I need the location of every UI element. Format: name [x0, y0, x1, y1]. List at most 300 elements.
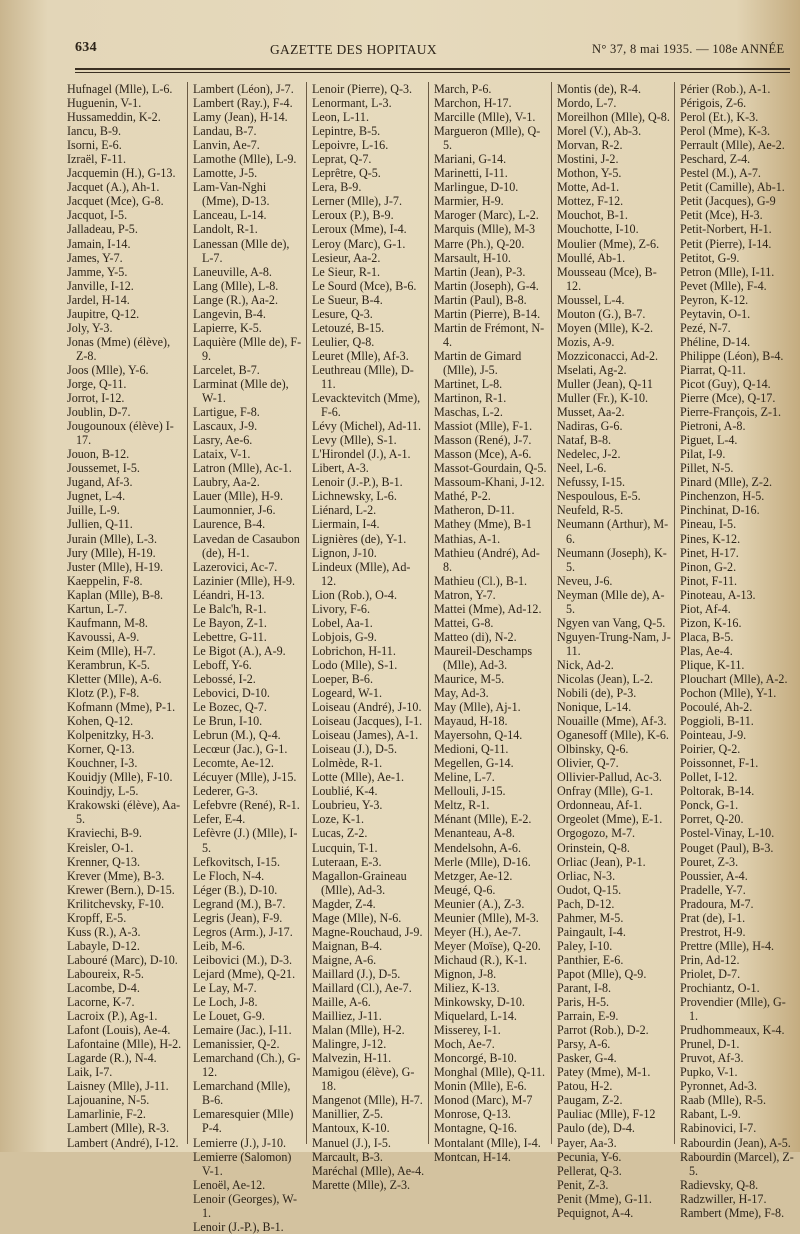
index-entry: Marre (Ph.), Q-20. — [434, 236, 525, 251]
index-entry: Joos (Mlle), Y-6. — [67, 362, 149, 377]
index-entry: Le Louet, G-9. — [193, 1009, 265, 1024]
index-entry: Izraël, F-11. — [67, 152, 126, 167]
index-entry: Plique, K-11. — [680, 657, 745, 672]
index-entry: Lejard (Mme), Q-21. — [193, 966, 296, 981]
index-entry: Pequignot, A-4. — [557, 1205, 634, 1220]
index-entry: Mariani, G-14. — [434, 152, 507, 167]
index-entry: Pilat, I-9. — [680, 447, 726, 462]
index-entry: Kraviechi, B-9. — [67, 826, 142, 841]
index-entry: Léandri, H-13. — [193, 587, 265, 602]
index-entry: Nataf, B-8. — [557, 433, 612, 448]
index-entry: Martin de Gimard (Mlle), J-5. — [434, 348, 522, 377]
index-entry: Livory, F-6. — [312, 601, 370, 616]
index-entry: Massoum-Khani, J-12. — [434, 475, 545, 490]
index-entry: Lévy (Michel), Ad-11. — [312, 419, 422, 434]
index-entry: Peytavin, O-1. — [680, 306, 751, 321]
index-column-5 — [551, 82, 674, 1220]
index-entry: Placa, B-5. — [680, 629, 734, 644]
index-entry: Mousseau (Mce), B-12. — [557, 264, 657, 293]
index-entry: Périgois, Z-6. — [680, 96, 747, 111]
header-rule — [75, 68, 790, 70]
index-entry: Mignon, J-8. — [434, 966, 497, 981]
index-entry: Monrose, Q-13. — [434, 1107, 511, 1122]
index-entry: Lenoir (Georges), W-1. — [193, 1191, 297, 1220]
index-entry: Ponck, G-1. — [680, 798, 739, 813]
index-entry: Kouidjy (Mlle), F-10. — [67, 770, 173, 785]
index-entry: Loiseau (J.), D-5. — [312, 742, 397, 757]
index-entry: Martin (Jean), P-3. — [434, 264, 526, 279]
index-entry: Le Bayon, Z-1. — [193, 615, 267, 630]
index-entry: Poussier, A-4. — [680, 868, 748, 883]
index-entry: Pevet (Mlle), F-4. — [680, 278, 767, 293]
index-entry: Muller (Fr.), K-10. — [557, 391, 649, 406]
index-entry: Kletter (Mlle), A-6. — [67, 671, 162, 686]
index-entry: Pillet, N-5. — [680, 461, 734, 476]
index-entry: Pietroni, A-8. — [680, 419, 746, 434]
index-entry: Lacorne, K-7. — [67, 995, 135, 1010]
index-entry: Matheron, D-11. — [434, 503, 515, 518]
index-entry: Legris (Jean), F-9. — [193, 910, 283, 925]
index-entry: Loubrieu, Y-3. — [312, 798, 383, 813]
index-entry: Papot (Mlle), Q-9. — [557, 966, 647, 981]
index-entry: Plouchart (Mlle), A-2. — [680, 671, 788, 686]
index-entry: Laneuville, A-8. — [193, 264, 272, 279]
index-entry: Mellouli, J-15. — [434, 784, 506, 799]
index-entry: Lamy (Jean), H-14. — [193, 110, 288, 125]
index-entry: Joly, Y-3. — [67, 320, 113, 335]
index-entry: Miliez, K-13. — [434, 981, 500, 995]
index-entry: Monghal (Mlle), Q-11. — [434, 1065, 546, 1080]
index-entry: Orliac, N-3. — [557, 868, 616, 883]
index-entry: Nespoulous, E-5. — [557, 489, 641, 504]
index-entry: Leulier, Q-8. — [312, 334, 375, 349]
index-entry: Mendelsohn, A-6. — [434, 840, 522, 855]
index-entry: Landolt, R-1. — [193, 222, 258, 237]
index-entry: Jacquemin (H.), G-13. — [67, 166, 176, 181]
index-entry: Orgeolet (Mme), E-1. — [557, 812, 663, 827]
index-entry: Neveu, J-6. — [557, 573, 613, 588]
index-entry: Kartun, L-7. — [67, 601, 128, 616]
index-entry: Lemierre (Salomon) V-1. — [193, 1149, 292, 1178]
index-entry: Lignon, J-10. — [312, 545, 377, 560]
index-entry: Pineau, I-5. — [680, 517, 737, 532]
index-entry: Juster (Mlle), H-19. — [67, 559, 164, 574]
index-entry: Martinon, R-1. — [434, 391, 507, 406]
index-entry: Loiseau (André), J-10. — [312, 700, 422, 715]
index-entry: Kaplan (Mlle), B-8. — [67, 587, 164, 602]
index-entry: Le Lay, M-7. — [193, 981, 257, 995]
index-entry: Mozis, A-9. — [557, 334, 615, 349]
index-entry: Olbinsky, Q-6. — [557, 742, 629, 757]
index-entry: Orgogozo, M-7. — [557, 826, 636, 841]
index-entry: Paris, H-5. — [557, 995, 610, 1010]
index-entry: Maille, A-6. — [312, 995, 371, 1010]
index-entry: Provendier (Mlle), G-1. — [680, 995, 786, 1024]
index-entry: Nefussy, I-15. — [557, 475, 626, 490]
index-entry: Piguet, L-4. — [680, 433, 738, 448]
index-entry: Lartigue, F-8. — [193, 405, 260, 420]
index-entry: Pestel (M.), A-7. — [680, 166, 761, 181]
index-entry: Lavedan de Casaubon (de), H-1. — [193, 531, 300, 560]
index-entry: Pouret, Z-3. — [680, 854, 739, 869]
index-entry: Martin (Joseph), G-4. — [434, 278, 539, 293]
index-entry: Meltz, R-1. — [434, 798, 490, 813]
index-entry: Lemanissier, Q-2. — [193, 1037, 280, 1052]
index-entry: Pollet, I-12. — [680, 770, 738, 785]
index-entry: Maroger (Marc), L-2. — [434, 208, 539, 223]
index-entry: Lazerovici, Ac-7. — [193, 559, 278, 574]
index-entry: Le Sourd (Mce), B-6. — [312, 278, 417, 293]
index-entry: Lagarde (R.), N-4. — [67, 1051, 157, 1066]
index-entry: Magne-Rouchaud, J-9. — [312, 924, 423, 939]
index-entry: Morvan, R-2. — [557, 138, 623, 153]
index-entry: Leuthreau (Mlle), D-11. — [312, 362, 414, 391]
index-entry: Radzwiller, H-17. — [680, 1191, 767, 1206]
index-entry: Maillard (Cl.), Ae-7. — [312, 981, 412, 995]
index-entry: Rabinovici, I-7. — [680, 1121, 757, 1136]
index-entry: Leon, L-11. — [312, 110, 369, 125]
index-entry: Martinet, L-8. — [434, 376, 503, 391]
index-entry: Keim (Mlle), H-7. — [67, 643, 156, 658]
index-entry: Lecomte, Ae-12. — [193, 756, 274, 771]
index-entry: Luteraan, E-3. — [312, 854, 382, 869]
index-entry: Lacombe, D-4. — [67, 981, 140, 995]
index-entry: Lafontaine (Mlle), H-2. — [67, 1037, 182, 1052]
index-entry: Libert, A-3. — [312, 461, 369, 476]
index-entry: Lederer, G-3. — [193, 784, 258, 799]
index-entry: Oudot, Q-15. — [557, 882, 622, 897]
index-entry: Lichnewsky, L-6. — [312, 489, 397, 504]
index-entry: Patey (Mme), M-1. — [557, 1065, 651, 1080]
index-entry: Labouré (Marc), D-10. — [67, 952, 178, 967]
index-entry: Pinard (Mlle), Z-2. — [680, 475, 773, 490]
index-entry: Mattei (Mme), Ad-12. — [434, 601, 542, 616]
index-entry: Piot, Af-4. — [680, 601, 731, 616]
index-entry: Prin, Ad-12. — [680, 952, 740, 967]
index-entry: Lapierre, K-5. — [193, 320, 262, 335]
index-entry: Lenormant, L-3. — [312, 96, 392, 111]
index-entry: Perrault (Mlle), Ae-2. — [680, 138, 785, 153]
index-entry: Jacquet (A.), Ah-1. — [67, 180, 160, 195]
index-entry: Lajouanine, N-5. — [67, 1093, 150, 1108]
index-entry: Lemaresquier (Mlle) P-4. — [193, 1107, 294, 1136]
index-entry: Lucquin, T-1. — [312, 840, 378, 855]
index-entry: Magallon-Graineau (Mlle), Ad-3. — [312, 868, 407, 897]
index-entry: Maignan, B-4. — [312, 938, 383, 953]
index-entry: Lefer, E-4. — [193, 812, 246, 827]
index-entry: Lerner (Mlle), J-7. — [312, 194, 402, 209]
index-entry: Lanceau, L-14. — [193, 208, 267, 223]
index-entry: Meunier (Mlle), M-3. — [434, 910, 539, 925]
index-entry: Kropff, E-5. — [67, 910, 127, 925]
index-entry: Le Brun, I-10. — [193, 714, 263, 729]
index-entry: Phéline, D-14. — [680, 334, 751, 349]
index-entry: Mordo, L-7. — [557, 96, 617, 111]
index-entry: Lafont (Louis), Ae-4. — [67, 1023, 171, 1038]
index-entry: March, P-6. — [434, 82, 492, 96]
index-entry: Neumann (Joseph), K-5. — [557, 545, 667, 574]
index-entry: Marchon, H-17. — [434, 96, 512, 111]
index-entry: Pinot, F-11. — [680, 573, 738, 588]
index-entry: Ollivier-Pallud, Ac-3. — [557, 770, 662, 785]
index-entry: Martin (Pierre), B-14. — [434, 306, 541, 321]
index-entry: Parsy, A-6. — [557, 1037, 611, 1052]
index-entry: Jugnet, L-4. — [67, 489, 126, 504]
index-entry: Lamarlinie, F-2. — [67, 1107, 146, 1122]
index-entry: Pointeau, J-9. — [680, 728, 747, 743]
index-entry: Ngyen van Vang, Q-5. — [557, 615, 666, 630]
index-entry: Lignières (de), Y-1. — [312, 531, 407, 546]
index-entry: Lucas, Z-2. — [312, 826, 368, 841]
index-entry: Krewer (Bern.), D-15. — [67, 882, 175, 897]
index-entry: Lambert (Mlle), R-3. — [67, 1121, 170, 1136]
index-entry: Kaufmann, M-8. — [67, 615, 148, 630]
index-entry: Massot-Gourdain, Q-5. — [434, 461, 547, 476]
index-entry: Lauer (Mlle), H-9. — [193, 489, 283, 504]
index-entry: Le Loch, J-8. — [193, 995, 258, 1010]
index-entry: Pradoura, M-7. — [680, 896, 754, 911]
index-entry: Ordonneau, Af-1. — [557, 798, 642, 813]
index-entry: Metzger, Ae-12. — [434, 868, 513, 883]
index-entry: Marsault, H-10. — [434, 250, 511, 265]
index-entry: Krakowski (élève), Aa-5. — [67, 798, 181, 827]
index-entry: Lemarchand (Mlle), B-6. — [193, 1079, 291, 1108]
index-entry: Lion (Rob.), O-4. — [312, 587, 397, 602]
index-entry: Montalant (Mlle), I-4. — [434, 1135, 541, 1150]
index-entry: Mathey (Mme), B-1 — [434, 517, 532, 532]
index-entry: Lepoivre, L-16. — [312, 138, 389, 153]
index-entry: Joussemet, I-5. — [67, 461, 140, 476]
index-entry: Lobel, Aa-1. — [312, 615, 373, 630]
index-entry: Michaud (R.), K-1. — [434, 952, 528, 967]
index-entry: Loiseau (James), A-1. — [312, 728, 419, 743]
index-entry: Peyron, K-12. — [680, 292, 749, 307]
index-entry: Laumonnier, J-6. — [193, 503, 276, 518]
index-entry: Pezé, N-7. — [680, 320, 731, 335]
index-entry: Letouzé, B-15. — [312, 320, 385, 335]
index-entry: Larcelet, B-7. — [193, 362, 260, 377]
index-entry: Lesure, Q-3. — [312, 306, 373, 321]
index-entry: Kohen, Q-12. — [67, 714, 134, 729]
index-entry: Lambert (Léon), J-7. — [193, 82, 294, 96]
index-entry: Lamotte, J-5. — [193, 166, 258, 181]
index-column-6 — [674, 82, 797, 1220]
index-entry: Petit-Norbert, H-1. — [680, 222, 772, 237]
index-entry: Le Sueur, B-4. — [312, 292, 383, 307]
index-entry: Pierre (Mce), Q-17. — [680, 391, 776, 406]
index-entry: Monin (Mlle), E-6. — [434, 1079, 527, 1094]
index-entry: Priolet, D-7. — [680, 966, 741, 981]
index-entry: Mayersohn, Q-14. — [434, 728, 523, 743]
index-entry: Prunel, D-1. — [680, 1037, 740, 1052]
index-entry: Mouton (G.), B-7. — [557, 306, 646, 321]
index-entry: Montcan, H-14. — [434, 1149, 511, 1164]
index-entry: Lang (Mlle), L-8. — [193, 278, 279, 293]
index-entry: Lenoël, Ae-12. — [193, 1177, 266, 1192]
index-entry: Levacktevitch (Mme), F-6. — [312, 391, 421, 420]
index-entry: Lanvin, Ae-7. — [193, 138, 260, 153]
index-entry: Piarrat, Q-11. — [680, 362, 746, 377]
index-entry: Prestrot, H-9. — [680, 924, 746, 939]
index-entry: Pach, D-12. — [557, 896, 615, 911]
index-entry: Janville, I-12. — [67, 278, 134, 293]
index-entry: L'Hirondel (J.), A-1. — [312, 447, 411, 462]
index-entry: Pecunia, Y-6. — [557, 1149, 622, 1164]
index-entry: Lesieur, Aa-2. — [312, 250, 381, 265]
index-entry: Jardel, H-14. — [67, 292, 130, 307]
index-entry: May (Mlle), Aj-1. — [434, 700, 521, 715]
index-entry: Manuel (J.), I-5. — [312, 1135, 391, 1150]
index-entry: Martin (Paul), B-8. — [434, 292, 527, 307]
index-entry: Rabant, L-9. — [680, 1107, 741, 1122]
index-entry: Meyer (H.), Ae-7. — [434, 924, 521, 939]
index-entry: Morel (V.), Ab-3. — [557, 124, 642, 139]
index-entry: Laubry, Aa-2. — [193, 475, 260, 490]
index-entry: Labayle, D-12. — [67, 938, 140, 953]
index-entry: Pellerat, Q-3. — [557, 1163, 622, 1178]
index-entry: Nobili (de), P-3. — [557, 686, 637, 701]
index-entry: Malingre, J-12. — [312, 1037, 387, 1052]
index-entry: Lobrichon, H-11. — [312, 643, 396, 658]
index-entry: Radievsky, Q-8. — [680, 1177, 759, 1192]
index-entry: Lambert (André), I-12. — [67, 1135, 179, 1150]
index-entry: Lam-Van-Nghi (Mme), D-13. — [193, 180, 270, 209]
index-entry: Merle (Mlle), D-16. — [434, 854, 531, 869]
index-entry: Loze, K-1. — [312, 812, 365, 827]
index-column-3 — [306, 82, 428, 1192]
index-entry: Laquière (Mlle de), F-9. — [193, 334, 302, 363]
index-entry: Korner, Q-13. — [67, 742, 135, 757]
index-entry: Mathias, A-1. — [434, 531, 501, 546]
index-entry: Leuret (Mlle), Af-3. — [312, 348, 409, 363]
index-entry: Lera, B-9. — [312, 180, 362, 195]
index-entry: Rabourdin (Marcel), Z-5. — [680, 1149, 794, 1178]
index-entry: Maureil-Deschamps (Mlle), Ad-3. — [434, 643, 533, 672]
index-entry: Lebossé, I-2. — [193, 671, 256, 686]
index-entry: Meyer (Moïse), Q-20. — [434, 938, 541, 953]
index-entry: Montis (de), R-4. — [557, 82, 641, 96]
index-entry: Liermain, I-4. — [312, 517, 380, 532]
index-entry: Lodo (Mlle), S-1. — [312, 657, 398, 672]
index-entry: Jacquot, I-5. — [67, 208, 128, 223]
index-entry: Penit (Mme), G-11. — [557, 1191, 652, 1206]
index-entry: Prudhommeaux, K-4. — [680, 1023, 785, 1038]
index-entry: Mathé, P-2. — [434, 489, 491, 504]
index-entry: Le Balc'h, R-1. — [193, 601, 267, 616]
index-entry: Petit (Jacques), G-9 — [680, 194, 776, 209]
index-entry: Pinoteau, A-13. — [680, 587, 756, 602]
index-entry: Jamme, Y-5. — [67, 264, 128, 279]
index-entry: Levy (Mlle), S-1. — [312, 433, 397, 448]
index-entry: Mage (Mlle), N-6. — [312, 910, 402, 925]
index-entry: Lotte (Mlle), Ae-1. — [312, 770, 405, 785]
index-entry: Kouchner, I-3. — [67, 756, 138, 771]
index-entry: Petitot, G-9. — [680, 250, 740, 265]
index-entry: Neyman (Mlle de), A-5. — [557, 587, 665, 616]
index-entry: Logeard, W-1. — [312, 686, 382, 701]
index-entry: Krever (Mme), B-3. — [67, 868, 165, 883]
index-entry: Megellen, G-14. — [434, 756, 514, 771]
index-entry: Loiseau (Jacques), I-1. — [312, 714, 423, 729]
index-entry: Nguyen-Trung-Nam, J-11. — [557, 629, 671, 658]
index-entry: Perol (Mme), K-3. — [680, 124, 771, 139]
index-entry: Misserey, I-1. — [434, 1023, 501, 1038]
index-entry: Leprêtre, Q-5. — [312, 166, 381, 181]
index-entry: Lenoir (J.-P.), B-1. — [312, 475, 403, 490]
index-entry: Prettre (Mlle), H-4. — [680, 938, 775, 953]
index-entry: Jorge, Q-11. — [67, 376, 127, 391]
index-entry: Mottez, F-12. — [557, 194, 624, 209]
index-entry: Nonique, L-14. — [557, 700, 632, 715]
index-entry: May, Ad-3. — [434, 686, 489, 701]
index-entry: Jorrot, I-12. — [67, 391, 125, 406]
index-entry: Lambert (Ray.), F-4. — [193, 96, 293, 111]
index-entry: Laboureix, R-5. — [67, 966, 144, 981]
index-entry: Le Bigot (A.), A-9. — [193, 643, 286, 658]
index-entry: Marinetti, I-11. — [434, 166, 508, 181]
index-entry: Mozziconacci, Ad-2. — [557, 348, 659, 363]
index-entry: Pizon, K-16. — [680, 615, 742, 630]
index-entry: Picot (Guy), Q-14. — [680, 376, 771, 391]
index-entry: Marmier, H-9. — [434, 194, 504, 209]
index-entry: Maréchal (Mlle), Ae-4. — [312, 1163, 425, 1178]
index-entry: Minkowsky, D-10. — [434, 995, 525, 1010]
index-entry: Lamothe (Mlle), L-9. — [193, 152, 297, 167]
index-entry: Musset, Aa-2. — [557, 405, 625, 420]
index-entry: Philippe (Léon), B-4. — [680, 348, 784, 363]
index-entry: Neel, L-6. — [557, 461, 607, 476]
index-entry: Huguenin, V-1. — [67, 96, 142, 111]
index-entry: Lefèvre (J.) (Mlle), I-5. — [193, 826, 298, 855]
index-entry: Legrand (M.), B-7. — [193, 896, 286, 911]
index-entry: Petit (Mce), H-3. — [680, 208, 763, 223]
index-entry: Jury (Mlle), H-19. — [67, 545, 156, 560]
index-entry: Larminat (Mlle de), W-1. — [193, 376, 289, 406]
index-entry: Kreisler, O-1. — [67, 840, 134, 855]
index-entry: Ménant (Mlle), E-2. — [434, 812, 532, 827]
index-entry: Maillard (J.), D-5. — [312, 966, 401, 981]
header-rule-thin — [75, 72, 790, 73]
index-entry: Pruvot, Af-3. — [680, 1051, 744, 1066]
index-entry: Latron (Mlle), Ac-1. — [193, 461, 292, 476]
index-entry: Pinchenzon, H-5. — [680, 489, 765, 504]
index-entry: Mangenot (Mlle), H-7. — [312, 1093, 423, 1108]
index-entry: Loublié, K-4. — [312, 784, 378, 799]
index-entry: Lange (R.), Aa-2. — [193, 292, 278, 307]
index-entry: Lacroix (P.), Ag-1. — [67, 1009, 158, 1024]
index-entry: Jamain, I-14. — [67, 236, 131, 251]
index-entry: Juille, L-9. — [67, 503, 120, 518]
index-entry: Poissonnet, F-1. — [680, 756, 759, 771]
index-entry: Lolmède, R-1. — [312, 756, 383, 771]
index-entry: Rabourdin (Jean), A-5. — [680, 1135, 791, 1150]
index-entry: Mamigou (élève), G-18. — [312, 1065, 415, 1094]
page-number: 634 — [75, 40, 97, 55]
index-entry: Kerambrun, K-5. — [67, 657, 150, 672]
index-entry: Jalladeau, P-5. — [67, 222, 138, 237]
index-entry: Prochiantz, O-1. — [680, 981, 760, 995]
index-entry: Patou, H-2. — [557, 1079, 613, 1094]
index-entry: Muller (Jean), Q-11 — [557, 376, 653, 391]
index-entry: Lazinier (Mlle), H-9. — [193, 573, 296, 588]
index-entry: Prat (de), I-1. — [680, 910, 746, 925]
index-entry: Marquis (Mlle), M-3 — [434, 222, 536, 237]
index-entry: Kolpenitzky, H-3. — [67, 728, 154, 743]
index-entry: Mathieu (André), Ad-8. — [434, 545, 540, 574]
index-entry: Oganesoff (Mlle), K-6. — [557, 728, 669, 743]
index-entry: Le Floch, N-4. — [193, 868, 265, 883]
index-entry: Mayaud, H-18. — [434, 714, 508, 729]
